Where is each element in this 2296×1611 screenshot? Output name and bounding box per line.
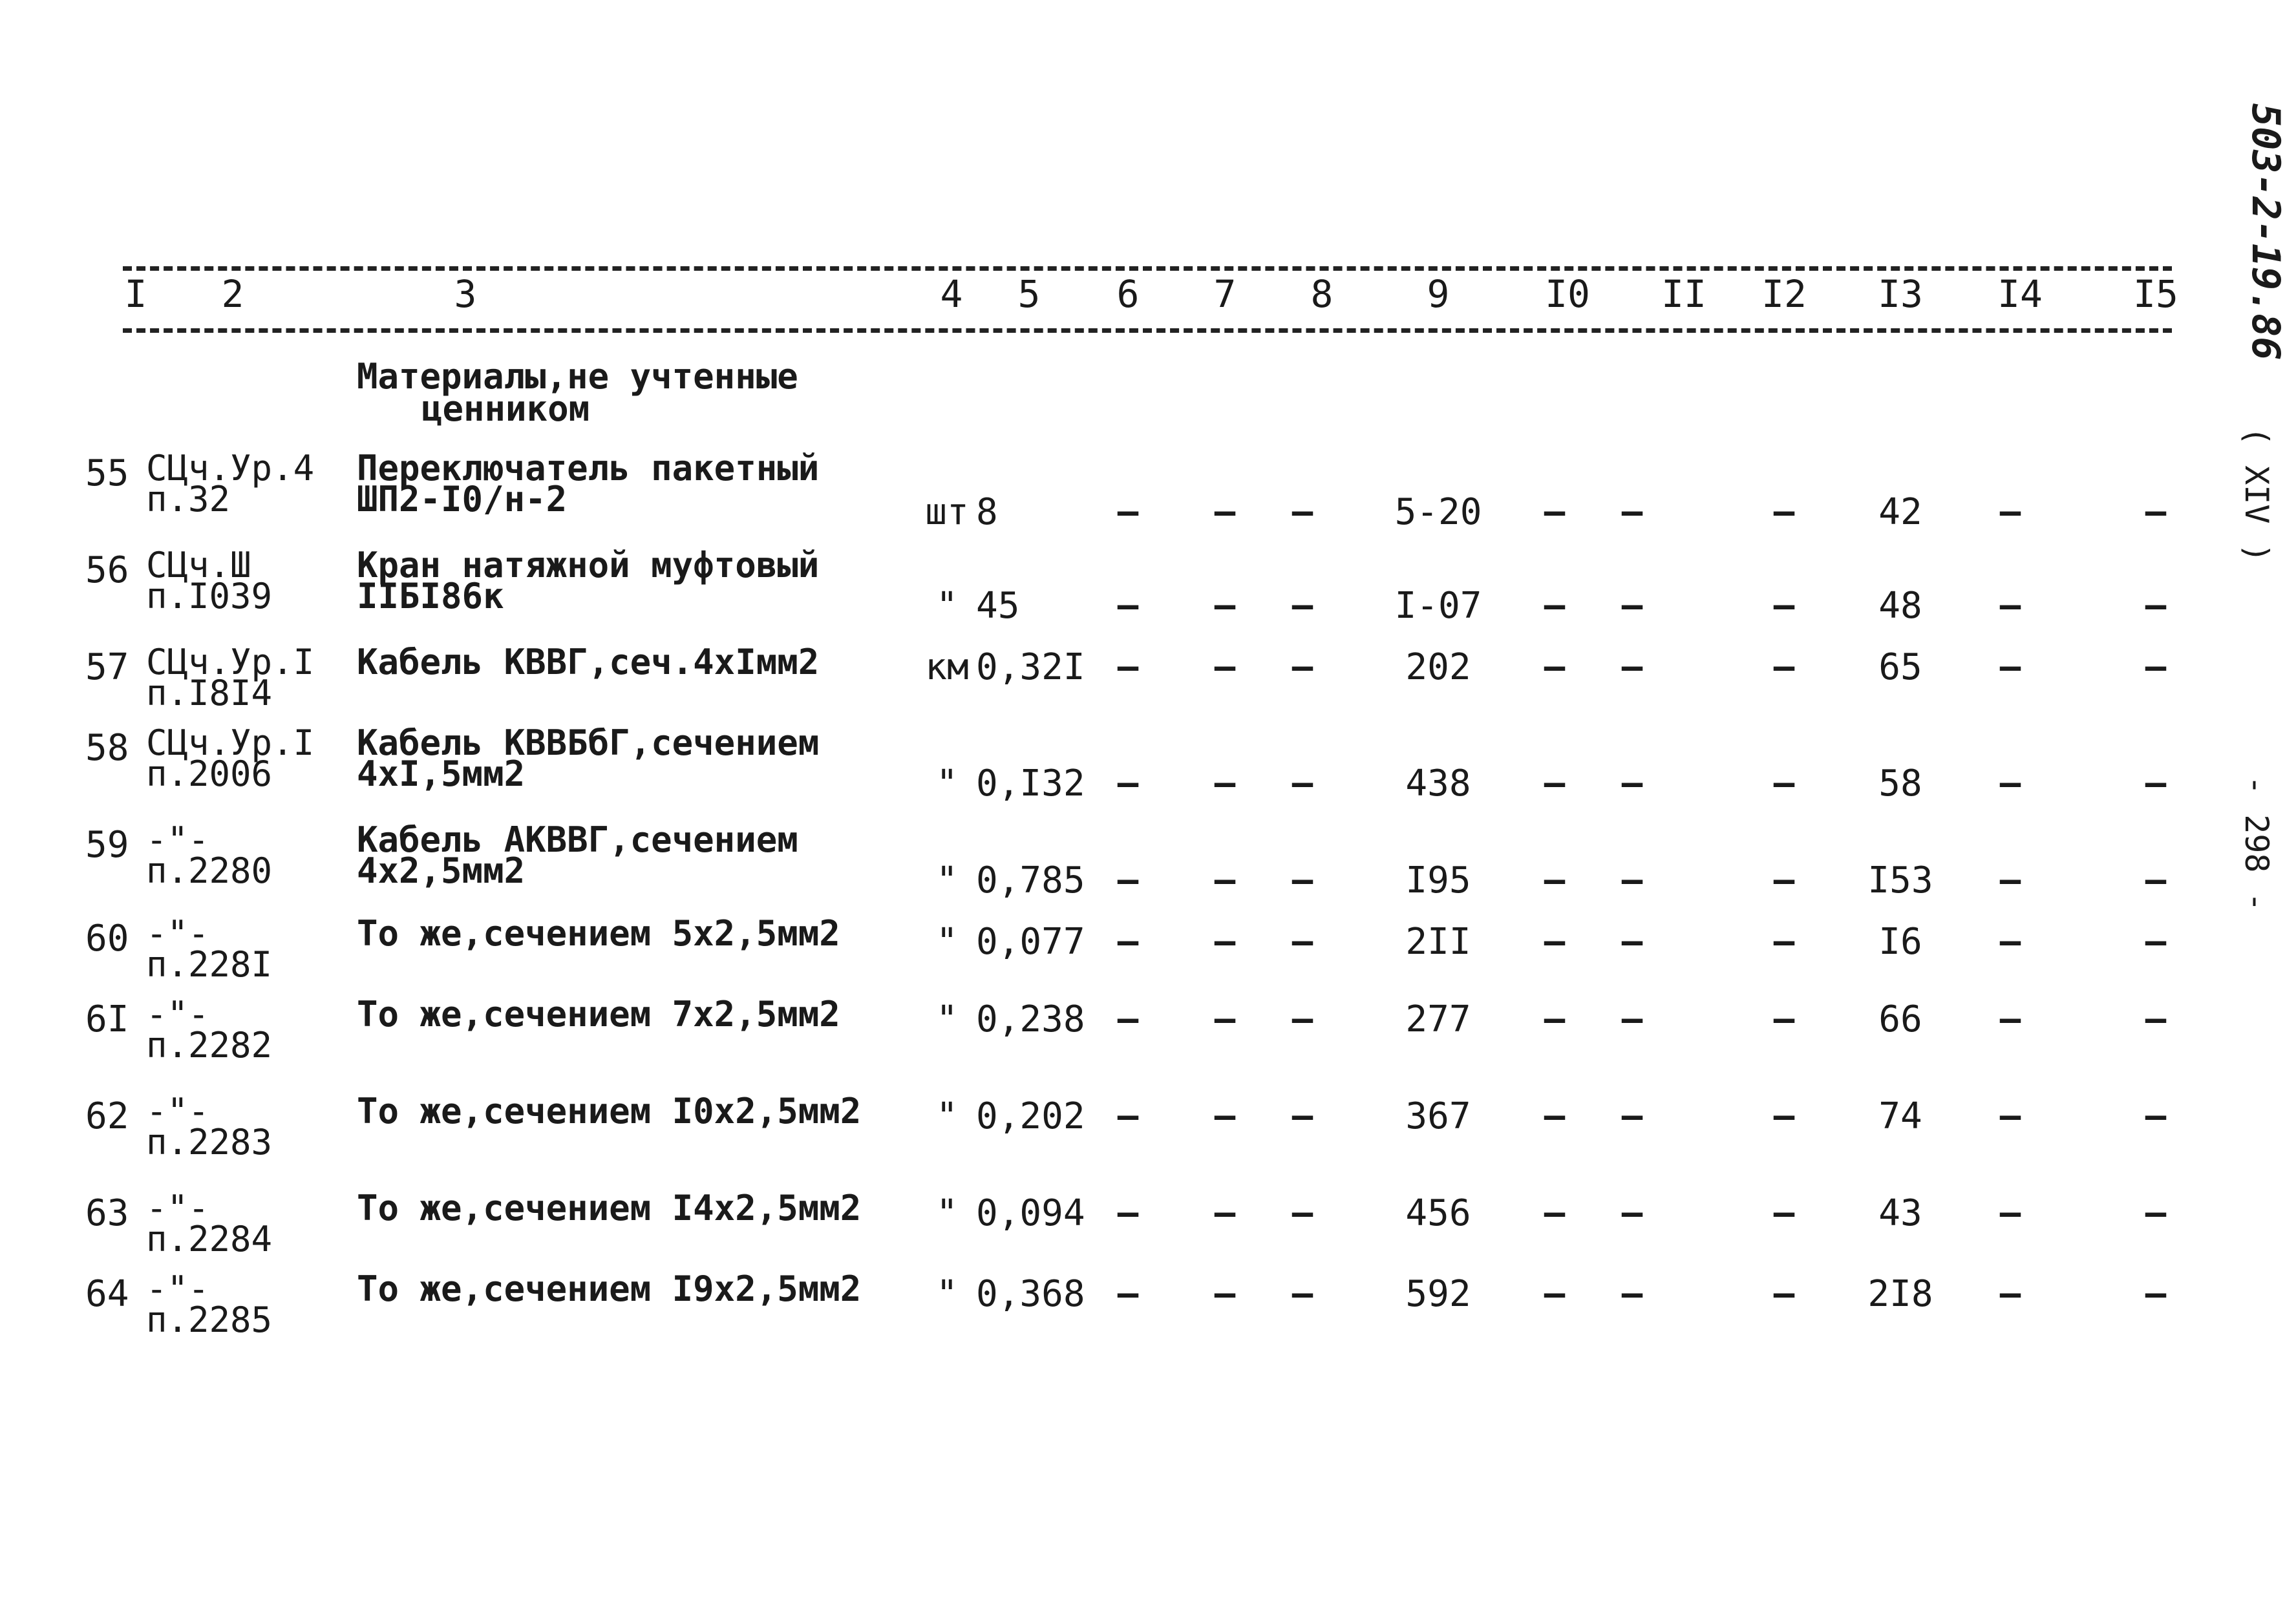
row-quantity: 0,I32 <box>976 763 1085 805</box>
row-dash-c15: – <box>2145 859 2167 900</box>
row-dash-c12: – <box>1773 921 1795 962</box>
row-code-line: -"- <box>146 1269 209 1309</box>
row-code-line: п.2283 <box>146 1122 273 1163</box>
column-header: 2 <box>221 272 244 316</box>
row-dash-c12: – <box>1773 646 1795 687</box>
row-dash-c12: – <box>1773 859 1795 900</box>
column-header: I0 <box>1545 272 1590 316</box>
row-dash-c15: – <box>2145 921 2167 962</box>
row-dash-c14: – <box>1999 1273 2021 1314</box>
row-code-line: -"- <box>146 913 209 954</box>
row-dash-c8: – <box>1292 1273 1313 1314</box>
row-dash-c12: – <box>1773 763 1795 803</box>
row-number: 63 <box>85 1192 129 1234</box>
row-number: 64 <box>85 1273 129 1315</box>
side-page-number: - 298 - <box>2238 775 2275 912</box>
row-code-line: -"- <box>146 994 209 1035</box>
row-dash-c11: – <box>1621 1273 1643 1314</box>
row-dash-c10: – <box>1544 859 1566 900</box>
row-dash-c15: – <box>2145 585 2167 626</box>
row-name-line: То же,сечением 7х2,5мм2 <box>357 994 840 1035</box>
row-col13: 42 <box>1878 491 1922 533</box>
row-dash-c10: – <box>1544 921 1566 962</box>
row-dash-c14: – <box>1999 646 2021 687</box>
row-col13: 65 <box>1878 646 1922 688</box>
row-col13: 74 <box>1878 1095 1922 1137</box>
row-code-line: -"- <box>146 819 209 860</box>
row-dash-c14: – <box>1999 921 2021 962</box>
row-col9: 367 <box>1405 1095 1471 1137</box>
row-name-line: Кабель КВВБбГ,сечением <box>357 722 820 763</box>
row-dash-c11: – <box>1621 998 1643 1039</box>
row-dash-c8: – <box>1292 921 1313 962</box>
row-dash-c6: – <box>1117 859 1139 900</box>
row-unit: " <box>936 585 958 627</box>
column-header: II <box>1661 272 1706 316</box>
row-number: 57 <box>85 646 129 688</box>
row-unit: " <box>936 1273 958 1315</box>
row-col13: I6 <box>1878 921 1922 963</box>
row-col9: I95 <box>1405 859 1471 901</box>
row-number: 60 <box>85 918 129 960</box>
row-dash-c15: – <box>2145 1192 2167 1233</box>
row-dash-c10: – <box>1544 1273 1566 1314</box>
section-title <box>357 356 798 429</box>
row-dash-c6: – <box>1117 763 1139 803</box>
header-top-rule <box>123 266 2172 271</box>
row-dash-c7: – <box>1214 1273 1236 1314</box>
row-dash-c7: – <box>1214 491 1236 532</box>
row-dash-c12: – <box>1773 1095 1795 1136</box>
row-code-line: п.2006 <box>146 753 273 794</box>
row-dash-c10: – <box>1544 763 1566 803</box>
row-unit: " <box>936 763 958 805</box>
row-dash-c10: – <box>1544 1192 1566 1233</box>
row-code-line: п.32 <box>146 479 231 520</box>
row-dash-c11: – <box>1621 859 1643 900</box>
section-title-line: Материалы,не учтенные <box>357 356 798 397</box>
row-code-line: -"- <box>146 1188 209 1228</box>
column-header: 8 <box>1310 272 1334 316</box>
row-dash-c14: – <box>1999 998 2021 1039</box>
row-name-line: Переключатель пакетный <box>357 448 820 489</box>
row-dash-c11: – <box>1621 491 1643 532</box>
row-unit: шт <box>925 491 969 533</box>
row-col13: I53 <box>1867 859 1933 901</box>
row-quantity: 0,238 <box>976 998 1085 1040</box>
row-name-line: 4хI,5мм2 <box>357 753 526 794</box>
row-dash-c8: – <box>1292 646 1313 687</box>
row-number: 59 <box>85 824 129 866</box>
row-dash-c8: – <box>1292 998 1313 1039</box>
row-col9: 592 <box>1405 1273 1471 1315</box>
column-header: I <box>124 272 147 316</box>
row-col9: I-07 <box>1394 585 1482 627</box>
row-dash-c15: – <box>2145 646 2167 687</box>
row-dash-c6: – <box>1117 585 1139 626</box>
row-dash-c14: – <box>1999 491 2021 532</box>
column-header: I5 <box>2133 272 2178 316</box>
column-header: I4 <box>1997 272 2043 316</box>
row-code-line: СЦч.Ур.I <box>146 722 315 763</box>
column-header: 4 <box>940 272 963 316</box>
row-name-line: То же,сечением I4х2,5мм2 <box>357 1188 862 1228</box>
row-name-line: Кран натяжной муфтовый <box>357 545 820 585</box>
row-number: 62 <box>85 1095 129 1137</box>
row-number: 6I <box>85 998 129 1040</box>
row-dash-c7: – <box>1214 921 1236 962</box>
row-name-line: То же,сечением I0х2,5мм2 <box>357 1091 862 1132</box>
row-dash-c12: – <box>1773 491 1795 532</box>
row-dash-c15: – <box>2145 491 2167 532</box>
row-dash-c6: – <box>1117 491 1139 532</box>
column-header: I2 <box>1761 272 1807 316</box>
row-code-line: СЦч.Ш <box>146 545 251 585</box>
column-header: 5 <box>1017 272 1041 316</box>
row-col9: 456 <box>1405 1192 1471 1234</box>
row-code-line: п.2280 <box>146 850 273 891</box>
row-dash-c7: – <box>1214 859 1236 900</box>
row-col13: 43 <box>1878 1192 1922 1234</box>
row-col9: 2II <box>1405 921 1471 963</box>
side-volume-label: ( XIV ) <box>2238 426 2275 563</box>
row-name-line: То же,сечением I9х2,5мм2 <box>357 1269 862 1309</box>
section-title-line: ценником <box>421 388 590 429</box>
row-dash-c8: – <box>1292 859 1313 900</box>
row-dash-c6: – <box>1117 1192 1139 1233</box>
row-dash-c12: – <box>1773 1192 1795 1233</box>
column-header: 3 <box>454 272 477 316</box>
row-code-line: СЦч.Ур.I <box>146 642 315 682</box>
row-code-line: -"- <box>146 1091 209 1132</box>
column-header: 6 <box>1116 272 1140 316</box>
row-dash-c7: – <box>1214 646 1236 687</box>
row-dash-c10: – <box>1544 998 1566 1039</box>
row-name-line: Кабель АКВВГ,сечением <box>357 819 798 860</box>
row-number: 55 <box>85 452 129 494</box>
row-unit: " <box>936 1192 958 1234</box>
row-dash-c7: – <box>1214 1095 1236 1136</box>
row-code-line: п.2285 <box>146 1300 273 1340</box>
row-dash-c10: – <box>1544 585 1566 626</box>
side-document-code: 503-2-19.86 <box>2243 103 2288 361</box>
row-dash-c10: – <box>1544 646 1566 687</box>
row-dash-c11: – <box>1621 921 1643 962</box>
row-dash-c6: – <box>1117 998 1139 1039</box>
row-dash-c8: – <box>1292 585 1313 626</box>
row-col9: 5-20 <box>1394 491 1482 533</box>
row-dash-c7: – <box>1214 585 1236 626</box>
row-number: 58 <box>85 727 129 769</box>
row-dash-c11: – <box>1621 763 1643 803</box>
row-dash-c14: – <box>1999 859 2021 900</box>
row-col9: 202 <box>1405 646 1471 688</box>
row-code-line: п.2284 <box>146 1219 273 1259</box>
row-number: 56 <box>85 549 129 591</box>
row-dash-c15: – <box>2145 1095 2167 1136</box>
row-dash-c8: – <box>1292 1095 1313 1136</box>
row-quantity: 0,202 <box>976 1095 1085 1137</box>
row-col9: 438 <box>1405 763 1471 805</box>
row-unit: " <box>936 859 958 901</box>
row-dash-c15: – <box>2145 998 2167 1039</box>
row-quantity: 0,368 <box>976 1273 1085 1315</box>
row-dash-c6: – <box>1117 1095 1139 1136</box>
row-code-line: СЦч.Ур.4 <box>146 448 315 489</box>
row-quantity: 0,785 <box>976 859 1085 901</box>
row-name-line: То же,сечением 5х2,5мм2 <box>357 913 840 954</box>
row-code-line: п.2282 <box>146 1025 273 1066</box>
row-quantity: 0,32I <box>976 646 1085 688</box>
row-name-line: Кабель КВВГ,сеч.4хIмм2 <box>357 642 820 682</box>
row-quantity: 8 <box>976 491 998 533</box>
row-quantity: 45 <box>976 585 1020 627</box>
row-dash-c12: – <box>1773 585 1795 626</box>
row-dash-c8: – <box>1292 491 1313 532</box>
row-dash-c6: – <box>1117 921 1139 962</box>
row-dash-c15: – <box>2145 763 2167 803</box>
row-code-line: п.228I <box>146 944 273 985</box>
row-dash-c8: – <box>1292 1192 1313 1233</box>
row-code-line: п.I039 <box>146 576 273 616</box>
row-dash-c8: – <box>1292 763 1313 803</box>
row-col13: 66 <box>1878 998 1922 1040</box>
row-dash-c7: – <box>1214 998 1236 1039</box>
header-bottom-rule <box>123 328 2172 333</box>
row-quantity: 0,094 <box>976 1192 1085 1234</box>
row-dash-c14: – <box>1999 1095 2021 1136</box>
row-dash-c11: – <box>1621 1192 1643 1233</box>
row-col13: 2I8 <box>1867 1273 1933 1315</box>
row-dash-c11: – <box>1621 1095 1643 1136</box>
row-dash-c11: – <box>1621 585 1643 626</box>
row-dash-c15: – <box>2145 1273 2167 1314</box>
row-col13: 58 <box>1878 763 1922 805</box>
column-header: 9 <box>1427 272 1450 316</box>
row-dash-c14: – <box>1999 585 2021 626</box>
row-dash-c7: – <box>1214 763 1236 803</box>
row-dash-c10: – <box>1544 491 1566 532</box>
row-col13: 48 <box>1878 585 1922 627</box>
row-col9: 277 <box>1405 998 1471 1040</box>
row-unit: " <box>936 921 958 963</box>
row-dash-c6: – <box>1117 646 1139 687</box>
row-dash-c10: – <box>1544 1095 1566 1136</box>
row-name-line: IIБI86к <box>357 576 504 616</box>
row-name-line: ШП2-I0/н-2 <box>357 479 568 520</box>
row-unit: км <box>925 646 969 688</box>
row-dash-c14: – <box>1999 1192 2021 1233</box>
row-name-line: 4х2,5мм2 <box>357 850 526 891</box>
row-code-line: п.I8I4 <box>146 673 273 713</box>
row-dash-c6: – <box>1117 1273 1139 1314</box>
row-quantity: 0,077 <box>976 921 1085 963</box>
row-unit: " <box>936 1095 958 1137</box>
row-dash-c14: – <box>1999 763 2021 803</box>
column-header: I3 <box>1878 272 1923 316</box>
row-dash-c11: – <box>1621 646 1643 687</box>
column-header: 7 <box>1213 272 1237 316</box>
row-dash-c7: – <box>1214 1192 1236 1233</box>
row-unit: " <box>936 998 958 1040</box>
row-dash-c12: – <box>1773 998 1795 1039</box>
row-dash-c12: – <box>1773 1273 1795 1314</box>
